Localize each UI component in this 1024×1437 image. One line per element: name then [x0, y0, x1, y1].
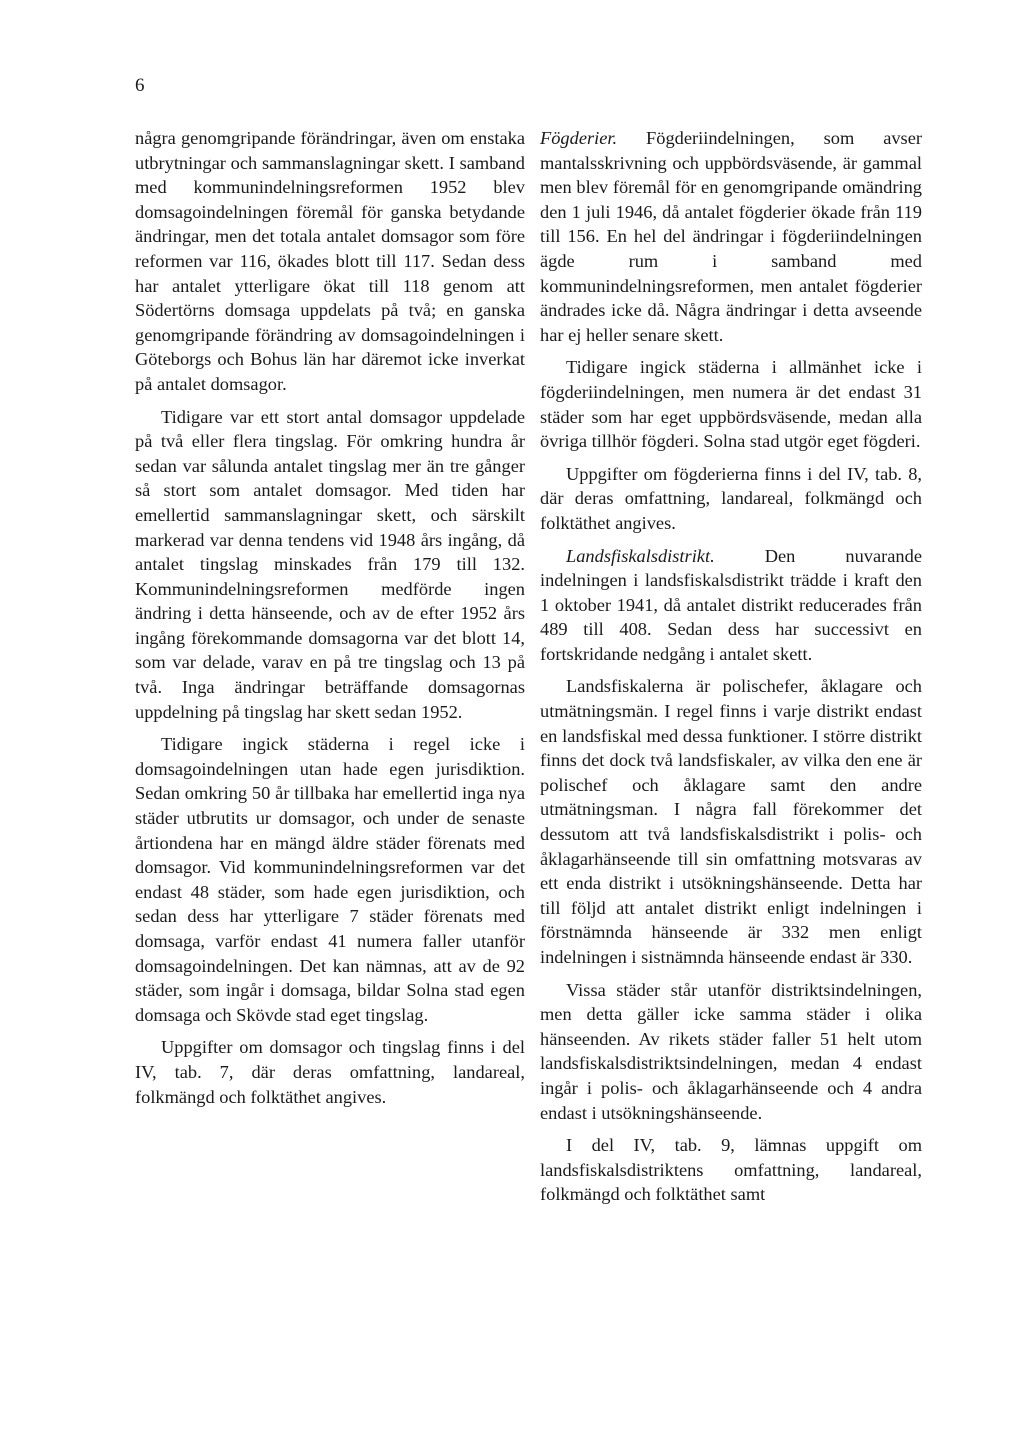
section-heading-fogderier: Fögderier. [540, 128, 618, 148]
right-paragraph-7: I del IV, tab. 9, lämnas uppgift om landsfiskalsdistriktens omfattning, landareal, folkmängd och folktäthet samt [540, 1135, 922, 1205]
right-column [540, 126, 922, 1215]
right-paragraph-5: Landsfiskalerna är polischefer, åklagare och utmätningsmän. I regel finns i varje distrikt endast en landsfiskal med dessa funktioner. I större distrikt finns det dock två landsfiskaler, av vilka den ene är polischef och åklagare samt den andre utmätningsman. I några fall förekommer det dessutom att två landsfiskalsdistrikt i polis- och åklagarhänseende till sin omfattning motsvaras av ett enda distrikt i utsökningshänseende. Detta har till följd att antalet distrikt enligt indelningen i förstnämnda hänseende är 332 men enligt indelningen i sistnämnda hänseende endast är 330. [540, 676, 922, 967]
page-number: 6 [135, 75, 145, 96]
right-paragraph-2: Tidigare ingick städerna i allmänhet icke i fögderiindelningen, men numera är det endast 31 städer som har eget uppbördsväsende, medan alla övriga tillhör fögderi. Solna stad utgör eget fögderi. [540, 357, 922, 452]
right-paragraph-4 [540, 544, 922, 667]
right-paragraph-3: Uppgifter om fögderierna finns i del IV, tab. 8, där deras omfattning, landareal, folkmängd och folktäthet angives. [540, 463, 922, 533]
left-paragraph-1: några genomgripande förändringar, även om enstaka utbrytningar och sammanslagningar skett. I samband med kommunindelningsreformen 1952 blev domsagoindelningen föremål för ganska betydande ändringar, men det totala antalet domsagor som före reformen var 116, ökades blott till 117. Sedan dess har antalet ytterligare ökat till 118 genom att Södertörns domsaga uppdelats på två; en ganska genomgripande förändring av domsagoindelningen i Göteborgs och Bohus län har däremot icke inverkat på antalet domsagor. [135, 128, 525, 394]
section-heading-landsfiskalsdistrikt: Landsfiskalsdistrikt. [566, 545, 715, 566]
left-paragraph-3: Tidigare ingick städerna i regel icke i domsagoindelningen utan hade egen jurisdiktion. Sedan omkring 50 år tillbaka har emellertid inga nya städer utbrutits ur domsagor, och under de senaste årtiondena har en mängd äldre städer förenats med domsagor. Vid kommunindelningsreformen var det endast 48 städer, som hade egen jurisdiktion, och sedan dess har ytterligare 7 städer förenats med domsaga, varför endast 41 numera faller utanför domsagoindelningen. Det kan nämnas, att av de 92 städer, som ingår i domsaga, bildar Solna stad egen domsaga och Skövde stad eget tingslag. [135, 734, 525, 1025]
right-paragraph-6: Vissa städer står utanför distriktsindelningen, men detta gäller icke samma städer i olika hänseenden. Av rikets städer faller 51 helt utom landsfiskalsdistriktsindelningen, medan 4 endast ingår i polis- och åklagarhänseende och 4 andra endast i utsökningshänseende. [540, 979, 922, 1123]
right-paragraph-4-text: Den nuvarande indelningen i landsfiskalsdistrikt trädde i kraft den 1 oktober 1941, då antalet distrikt reducerades från 489 till 408. Sedan dess har successivt en fortskridande nedgång i antalet skett. [540, 545, 922, 664]
left-paragraph-2: Tidigare var ett stort antal domsagor uppdelade på två eller flera tingslag. För omkring hundra år sedan var sålunda antalet tingslag mer än tre gånger så stort som antalet domsagor. Med tiden har emellertid sammanslagningar skett, och särskilt markerad var denna tendens vid 1948 års ingång, då antalet tingslag minskades från 179 till 132. Kommunindelningsreformen medförde ingen ändring i detta hänseende, och av de efter 1952 års ingång förekommande domsagorna var det blott 14, som var delade, varav en på tre tingslag och 13 på två. Inga ändringar beträffande domsagornas uppdelning på tingslag har skett sedan 1952. [135, 406, 525, 722]
left-paragraph-4: Uppgifter om domsagor och tingslag finns i del IV, tab. 7, där deras omfattning, landareal, folkmängd och folktäthet angives. [135, 1037, 525, 1107]
right-paragraph-1 [540, 126, 922, 347]
right-paragraph-1-text: Fögderiindelningen, som avser mantalsskrivning och uppbördsväsende, är gammal men blev föremål för en genomgripande omändring den 1 juli 1946, då antalet fögderier ökade från 119 till 156. En hel del ändringar i fögderiindelningen ägde rum i samband med kommunindelningsreformen, men antalet fögderier ändrades icke då. Några ändringar i detta avseende har ej heller senare skett. [540, 128, 922, 345]
left-column [135, 126, 525, 1117]
